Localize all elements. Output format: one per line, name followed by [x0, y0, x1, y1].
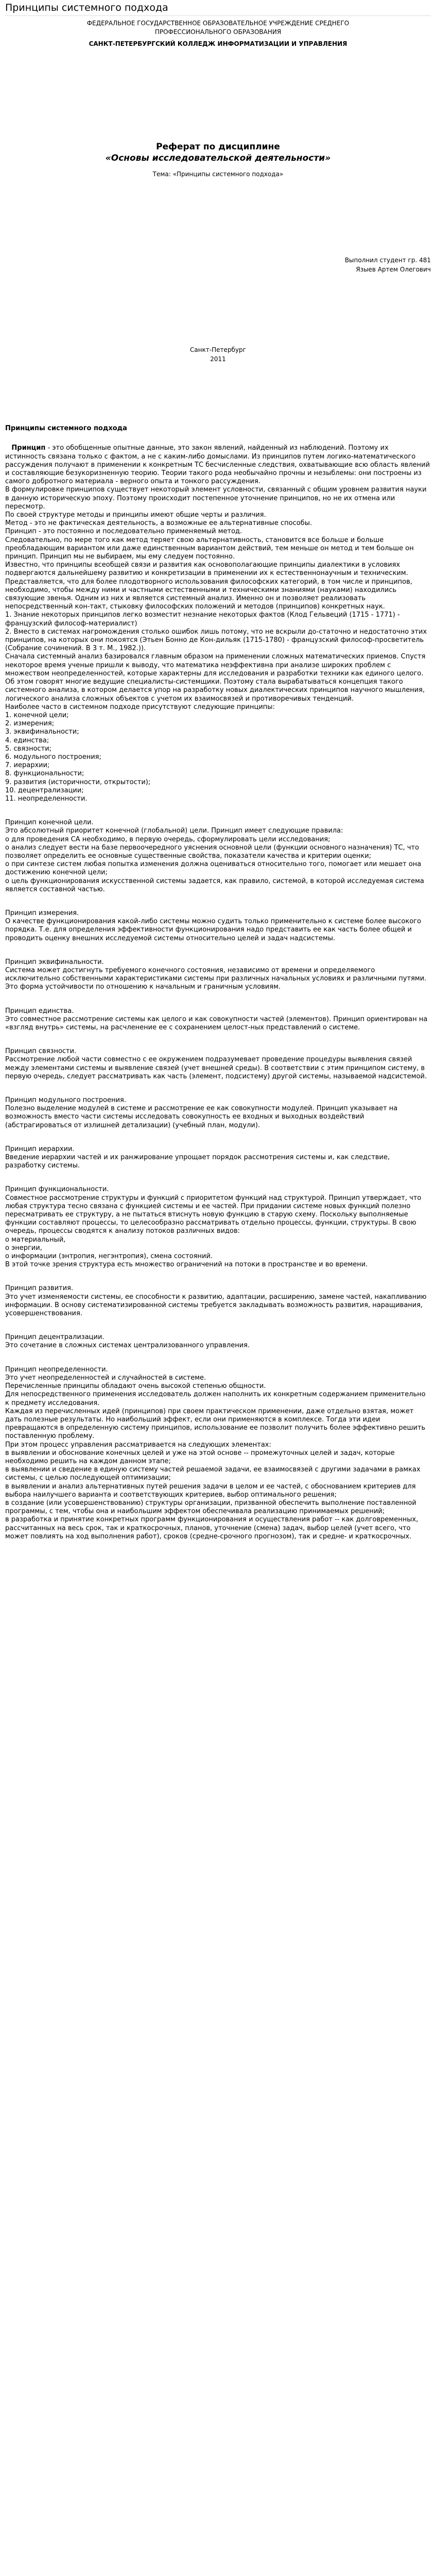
paragraph: Следовательно, по мере того как метод теряет свою альтернативность, становится все больше и больше преобладающим вариантом или даже единственным вариантом действий, тем меньше он метод и тем больше он принцип. Принцип мы не выбираем, мы ему следуем постоянно.	[5, 536, 414, 561]
paragraph-gap	[5, 943, 431, 958]
paragraph: в выявлении и анализ альтернативных путей решения задачи в целом и ее частей, с обоснованием критериев для выбора наилучшего варианта и соответствующих критериев, выбор оптимального решения;	[5, 1482, 416, 1499]
paragraph-gap	[5, 992, 431, 1007]
paragraph: Принцип неопределенности.	[5, 1365, 108, 1374]
paragraph: В формулировке принципов существует некоторый элемент условности, связанный с общим уровнем развития науки в данную историческую эпоху. Поэтому происходит постепенное уточнение принципов, но не их отмена или пересмотр.	[5, 486, 427, 511]
paragraph: Каждая из перечисленных идей (принципов) при своем практическом применении, даже отдельно взятая, может дать полезные результаты. Но наибольший эффект, если они применяются в комплексе. Тогда эти идеи превращаются в определенную систему принципов, использование ее позволит получить более эффективно решить поставленную проблему.	[5, 1407, 426, 1440]
paragraph: О качестве функционирования какой-либо системы можно судить только применительно к системе более высокого порядка. Т.е. для определения эффективности функционирования надо представить ее как часть более общей и проводить оценку внешних исследуемой системы относительно целей и задач надсистемы.	[5, 918, 422, 942]
author-block	[5, 256, 431, 274]
paragraph: Полезно выделение модулей в системе и рассмотрение ее как совокупности модулей. Принцип указывает на возможность вместо части системы исследовать совокупность ее входных и выходных воздействий (абстрагироваться от излишней детализации) (учебный план, модули).	[5, 1105, 398, 1129]
year: 2011	[210, 355, 226, 363]
paragraph: в выявлении и сведение в единую систему частей решаемой задачи, ее взаимосвязей с другими задачами в рамках системы, с целью последующей оптимизации;	[5, 1466, 421, 1482]
paragraph-gap	[5, 1081, 431, 1096]
paragraph: 8. функциональности;	[5, 770, 84, 778]
institution-line-2: ПРОФЕССИОНАЛЬНОГО ОБРАЗОВАНИЯ	[154, 28, 282, 36]
paragraph: Сначала системный анализ базировался главным образом на применении сложных математических приемов. Спустя некоторое время ученые пришли к выводу, что математика неэффективна при анализе широких проблем с множеством неопределенностей, которые характерны для исследования и разработки техники как единого целого. Об этом говорят многие ведущие специалисты-системщики. Поэтому стала вырабатываться концепция такого системного анализа, в котором делается упор на разработку новых диалектических принципов научного мышления, логического анализа сложных объектов с учетом их взаимосвязей и противоречивых тенденций.	[5, 653, 426, 703]
paragraph: При этом процесс управления рассматривается на следующих элементах:	[5, 1440, 271, 1449]
paragraph: о при синтезе систем любая попытка изменения должна оцениваться относительно того, помогает или мешает она достижению конечной цели;	[5, 860, 422, 877]
paragraph: По своей структуре методы и принципы имеют общие черты и различия.	[5, 511, 266, 519]
document-page	[0, 2, 436, 1541]
paragraph: 1. конечной цели;	[5, 711, 69, 719]
paragraph: Это сочетание в сложных системах централизованного управления.	[5, 1342, 250, 1350]
paragraph: Рассмотрение любой части совместно с ее окружением подразумевает проведение процедуры выявления связей между элементами системы и выявление связей (учет внешней среды). В соответствии с этим принципом систему, в первую очередь, следует рассматривать как часть (элемент, подсистему) другой системы, называемой надсистемой.	[5, 1056, 427, 1080]
report-topic: Тема: «Принципы системного подхода»	[152, 171, 284, 178]
discipline-name: «Основы исследовательской деятельности»	[105, 153, 331, 163]
paragraph: в создание (или усовершенствованию) структуры организации, призванной обеспечить выполнение поставленной программы, с тем, чтобы она и наибольшим эффектом обеспечивала реализацию принимаемых решений;	[5, 1499, 416, 1516]
paragraph: о информации (энтропия, негэнтропия), смена состояний.	[5, 1252, 213, 1261]
paragraph: 2. измерения;	[5, 720, 55, 728]
section-heading: Принципы системного подхода	[5, 425, 127, 433]
paragraph: Принцип модульного построения.	[5, 1096, 126, 1105]
paragraph: Система может достигнуть требуемого конечного состояния, независимо от времени и определяемого исключительно собственными характеристиками системы при различных начальных условиях и различными путями. Это форма устойчивости по отношению к начальным и граничным условиям.	[5, 966, 427, 991]
paragraph: о материальный,	[5, 1235, 66, 1244]
paragraph: 9. развития (историчности, открытости);	[5, 778, 151, 786]
paragraph: 5. связности;	[5, 744, 52, 753]
paragraph: Принцип иерархии.	[5, 1145, 75, 1153]
paragraph: Принцип связности.	[5, 1047, 77, 1056]
paragraph-gap	[5, 1130, 431, 1145]
paragraph: 11. неопределенности.	[5, 794, 88, 803]
paragraph-gap	[5, 803, 431, 819]
paragraph-gap	[5, 1032, 431, 1047]
paragraph: Это учет неопределенностей и случайностей в системе.	[5, 1374, 206, 1382]
institution-header	[5, 19, 431, 48]
paragraph: 7. иерархии;	[5, 761, 50, 770]
paragraph: Принцип единства.	[5, 1007, 74, 1015]
paragraph-gap	[5, 1318, 431, 1333]
intro-lead-word: Принцип	[11, 444, 46, 452]
paragraph: Это совместное рассмотрение системы как целого и как совокупности частей (элементов). Принцип ориентирован на «взгляд внутрь» системы, на расчленение ее с сохранением целост-ных представлений о системе.	[5, 1015, 428, 1031]
paragraph-gap	[5, 1269, 431, 1284]
author-group: Выполнил студент гр. 481	[344, 257, 431, 264]
paragraph: о анализ следует вести на базе первоочередного уяснения основной цели (функции основного назначения) ТС, что позволяет определить ее основные существенные свойства, показатели качества и критерии оценки;	[5, 843, 420, 860]
paragraph: 1. Знание некоторых принципов легко возместит незнание некоторых фактов (Клод Гельвеций (1715 - 1771) - французский философ-материалист)	[5, 611, 400, 628]
intro-paragraph	[5, 444, 431, 486]
paragraph: В этой точке зрения структура есть множество ограничений на потоки в пространстве и во времени.	[5, 1261, 368, 1269]
paragraph: 2. Вместо в системах нагромождения столько ошибок лишь потому, что не вскрыли до-статочно и недостаточно этих принципов, на которых они покоятся (Этьен Бонно де Кон-дильяк (1715-1780) - французский философ-просветитель (Собрание сочинений. В 3 т. М., 1982.)).	[5, 628, 427, 653]
page-title: Принципы системного подхода	[5, 2, 431, 16]
intro-text: - это обобщенные опытные данные, это закон явлений, найденный из наблюдений. Поэтому их истинность связана только с фактом, а не с каким-либо домыслами. Из принципов путем логико-математического рассуждения получают в применении к конкретным ТС бесчисленные следствия, охватывающие всю область явлений и составляющие безукоризненную теорию. Теории такого рода необычайно прочны и незыблемы: они построены из самого добротного материала - верного опыта и тонкого рассуждения.	[5, 444, 430, 486]
paragraph-gap	[5, 894, 431, 909]
paragraph: Введение иерархии частей и их ранжирование упрощает порядок рассмотрения системы и, как следствие, разработку системы.	[5, 1154, 390, 1170]
paragraph: Принцип развития.	[5, 1284, 74, 1293]
paragraph: Для непосредственного применения исследователь должен наполнить их конкретным содержанием применительно к предмету исследования.	[5, 1391, 426, 1407]
city: Санкт-Петербург	[190, 346, 246, 354]
author-name: Языев Артем Олегович	[356, 266, 431, 274]
paragraph-gap	[5, 1350, 431, 1366]
paragraph: Принцип измерения.	[5, 909, 79, 917]
paragraph: 10. децентрализации;	[5, 786, 84, 794]
paragraph: Метод - это не фактическая деятельность, а возможные ее альтернативные способы.	[5, 519, 312, 528]
institution-line-1: ФЕДЕРАЛЬНОЕ ГОСУДАРСТВЕННОЕ ОБРАЗОВАТЕЛЬНОЕ УЧРЕЖДЕНИЕ СРЕДНЕГО	[86, 20, 350, 27]
paragraph: Наиболее часто в системном подходе присутствуют следующие принципы:	[5, 703, 275, 711]
paragraph: Принцип конечной цели.	[5, 819, 94, 827]
paragraph: в разработка и принятие конкретных программ функционирования и осуществления работ -- как долговременных, рассчитанных на весь срок, так и краткосрочных, планов, уточнение (смена) задач, выбор целей (учет всего, что может повлиять на ход выполнения работ), сроков (средне-срочного прогнозом), так и средне- и краткосрочных.	[5, 1516, 418, 1540]
paragraph: Принцип децентрализации.	[5, 1333, 104, 1342]
paragraph: о цель функционирования искусственной системы задается, как правило, системой, в которой исследуемая система является составной частью.	[5, 877, 424, 893]
report-title: Реферат по дисциплине	[156, 142, 280, 152]
paragraph: Перечисленные принципы обладают очень высокой степенью общности.	[5, 1382, 266, 1391]
body-text	[5, 444, 431, 1541]
paragraph: Это абсолютный приоритет конечной (глобальной) цели. Принцип имеет следующие правила:	[5, 827, 343, 835]
report-title-block	[5, 141, 431, 178]
paragraph: Принцип функциональности.	[5, 1185, 109, 1194]
paragraph: 4. единства;	[5, 736, 49, 744]
paragraph: о для проведения СА необходимо, в первую очередь, сформулировать цели исследования;	[5, 835, 330, 843]
paragraph: Совместное рассмотрение структуры и функций с приоритетом функций над структурой. Принцип утверждает, что любая структура тесно связана с функцией системы и ее частей. При придании системе новых функций полезно пересматривать ее структуру, а не пытаться втиснуть новую функцию в старую схему. Поскольку выполняемые функции составляют процессы, то целесообразно рассматривать отдельно процессы, функции, структуры. В свою очередь, процессы сводятся к анализу потоков различных видов:	[5, 1194, 422, 1235]
paragraph-gap	[5, 1170, 431, 1185]
paragraph: Это учет изменяемости системы, ее способности к развитию, адаптации, расширению, замене частей, накапливанию информации. В основу систематизированной системы требуется закладывать возможность развития, наращивания, усовершенствования.	[5, 1293, 427, 1318]
paragraph: Принцип эквифинальности.	[5, 958, 104, 966]
paragraph: Принцип - это постоянно и последовательно применяемый метод.	[5, 528, 242, 536]
paragraph: Известно, что принципы всеобщей связи и развития как основополагающие принципы диалектики в условиях подвергаются дальнейшему развитию и конкретизации в применении их к естественнонаучным и техническим. Представляется, что для более плодотворного использования философских категорий, в том числе и принципов, необходимо, чтобы между ними и частными естественными и техническими знаниями (науками) находились связующие звенья. Одним из них и является системный анализ. Именно он и позволяет реализовать непосредственный кон-такт, стыковку философских положений и методов (принципов) конкретных наук.	[5, 561, 412, 611]
paragraph: 3. эквифинальности;	[5, 728, 79, 736]
paragraph: в выявлении и обоснование конечных целей и уже на этой основе -- промежуточных целей и задач, которые необходимо решить на каждом данном этапе;	[5, 1449, 395, 1465]
paragraph: о энергии,	[5, 1244, 42, 1252]
paragraph: 6. модульного построения;	[5, 753, 101, 761]
city-year-block	[5, 345, 431, 364]
college-name: САНКТ-ПЕТЕРБУРГСКИЙ КОЛЛЕДЖ ИНФОРМАТИЗАЦИИ И УПРАВЛЕНИЯ	[89, 40, 347, 47]
